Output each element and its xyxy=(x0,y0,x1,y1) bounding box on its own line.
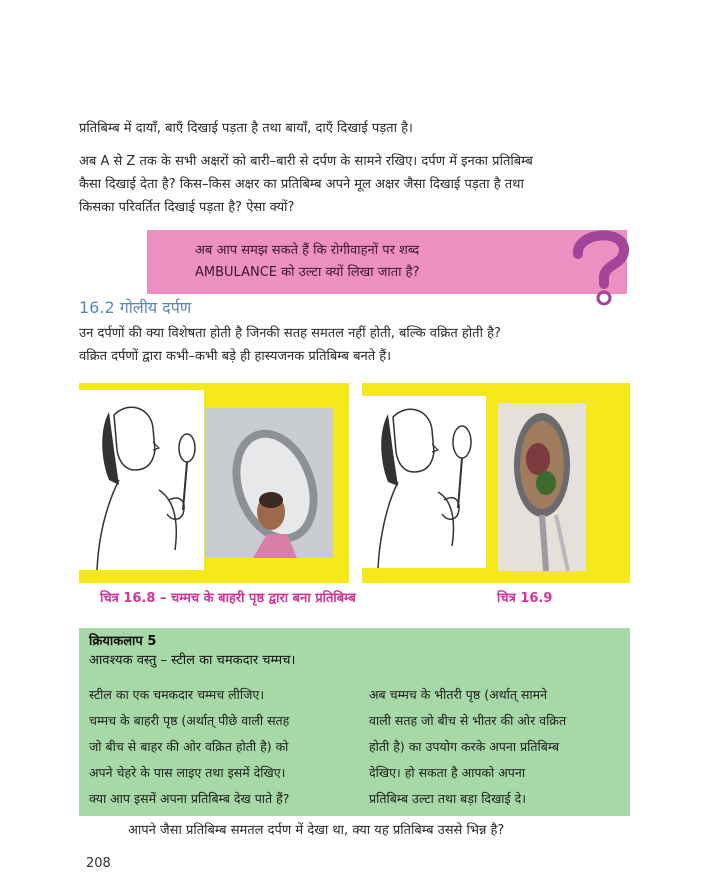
spoon-inner-surface-photo xyxy=(498,403,586,571)
activity-box xyxy=(79,628,630,816)
girl-with-spoon-illustration xyxy=(362,396,486,568)
activity-left-column xyxy=(89,682,289,812)
question-line: AMBULANCE को उल्टा क्यों लिखा जाता है? xyxy=(195,265,420,280)
paragraph-line: कैसा दिखाई देता है? किस–किस अक्षर का प्रतिबिम्ब अपने मूल अक्षर जैसा दिखाई पड़ता है तथा xyxy=(79,177,524,192)
paragraph-line: अब A से Z तक के सभी अक्षरों को बारी–बारी से दर्पण के सामने रखिए। दर्पण में इनका प्रतिबिम्ब xyxy=(79,154,533,169)
question-mark-icon xyxy=(566,224,636,308)
question-line: अब आप समझ सकते हैं कि रोगीवाहनों पर शब्द xyxy=(195,243,420,258)
paragraph-line: किसका परिवर्तित दिखाई पड़ता है? ऐसा क्यों? xyxy=(79,200,295,215)
activity-line: प्रतिबिम्ब उल्टा तथा बड़ा दिखाई दे। xyxy=(369,791,527,806)
activity-line: वाली सतह जो बीच से भीतर की ओर वक्रित xyxy=(369,713,567,728)
activity-line: स्टील का एक चमकदार चम्मच लीजिए। xyxy=(89,687,265,702)
activity-line: अपने चेहरे के पास लाइए तथा इसमें देखिए। xyxy=(89,765,286,780)
figure-caption-16-8: चित्र 16.8 – चम्मच के बाहरी पृष्ठ द्वारा बना प्रतिबिम्ब xyxy=(100,591,356,606)
activity-required-items: आवश्यक वस्तु – स्टील का चमकदार चम्मच। xyxy=(89,653,296,668)
activity-line: जो बीच से बाहर की ओर वक्रित होती है) को xyxy=(89,739,289,754)
closing-question: आपने जैसा प्रतिबिम्ब समतल दर्पण में देखा था, क्या यह प्रतिबिम्ब उससे भिन्न है? xyxy=(128,823,505,838)
figure-caption-16-9: चित्र 16.9 xyxy=(497,591,553,606)
activity-line: देखिए। हो सकता है आपको अपना xyxy=(369,765,526,780)
intro-line: प्रतिबिम्ब में दायाँ, बाएँ दिखाई पड़ता है तथा बायाँ, दाएँ दिखाई पड़ता है। xyxy=(79,121,413,136)
activity-line: चम्मच के बाहरी पृष्ठ (अर्थात् पीछे वाली सतह xyxy=(89,713,290,728)
activity-right-column xyxy=(369,682,566,812)
activity-line: होती है) का उपयोग करके अपना प्रतिबिम्ब xyxy=(369,739,560,754)
girl-with-spoon-illustration xyxy=(79,390,204,570)
section-heading: 16.2 गोलीय दर्पण xyxy=(79,298,192,317)
paragraph-line: उन दर्पणों की क्या विशेषता होती है जिनकी सतह समतल नहीं होती, बल्कि वक्रित होती है? xyxy=(79,326,501,341)
activity-line: क्या आप इसमें अपना प्रतिबिम्ब देख पाते हैं? xyxy=(89,791,290,806)
activity-title: क्रियाकलाप 5 xyxy=(89,634,157,649)
activity-line: अब चम्मच के भीतरी पृष्ठ (अर्थात् सामने xyxy=(369,687,548,702)
page-number: 208 xyxy=(86,856,111,871)
paragraph-letters xyxy=(79,150,533,219)
question-box xyxy=(147,230,627,294)
spoon-outer-surface-photo xyxy=(205,408,333,558)
paragraph-curved-mirrors xyxy=(79,322,501,368)
paragraph-line: वक्रित दर्पणों द्वारा कभी–कभी बड़े ही हास्यजनक प्रतिबिम्ब बनते हैं। xyxy=(79,349,392,364)
